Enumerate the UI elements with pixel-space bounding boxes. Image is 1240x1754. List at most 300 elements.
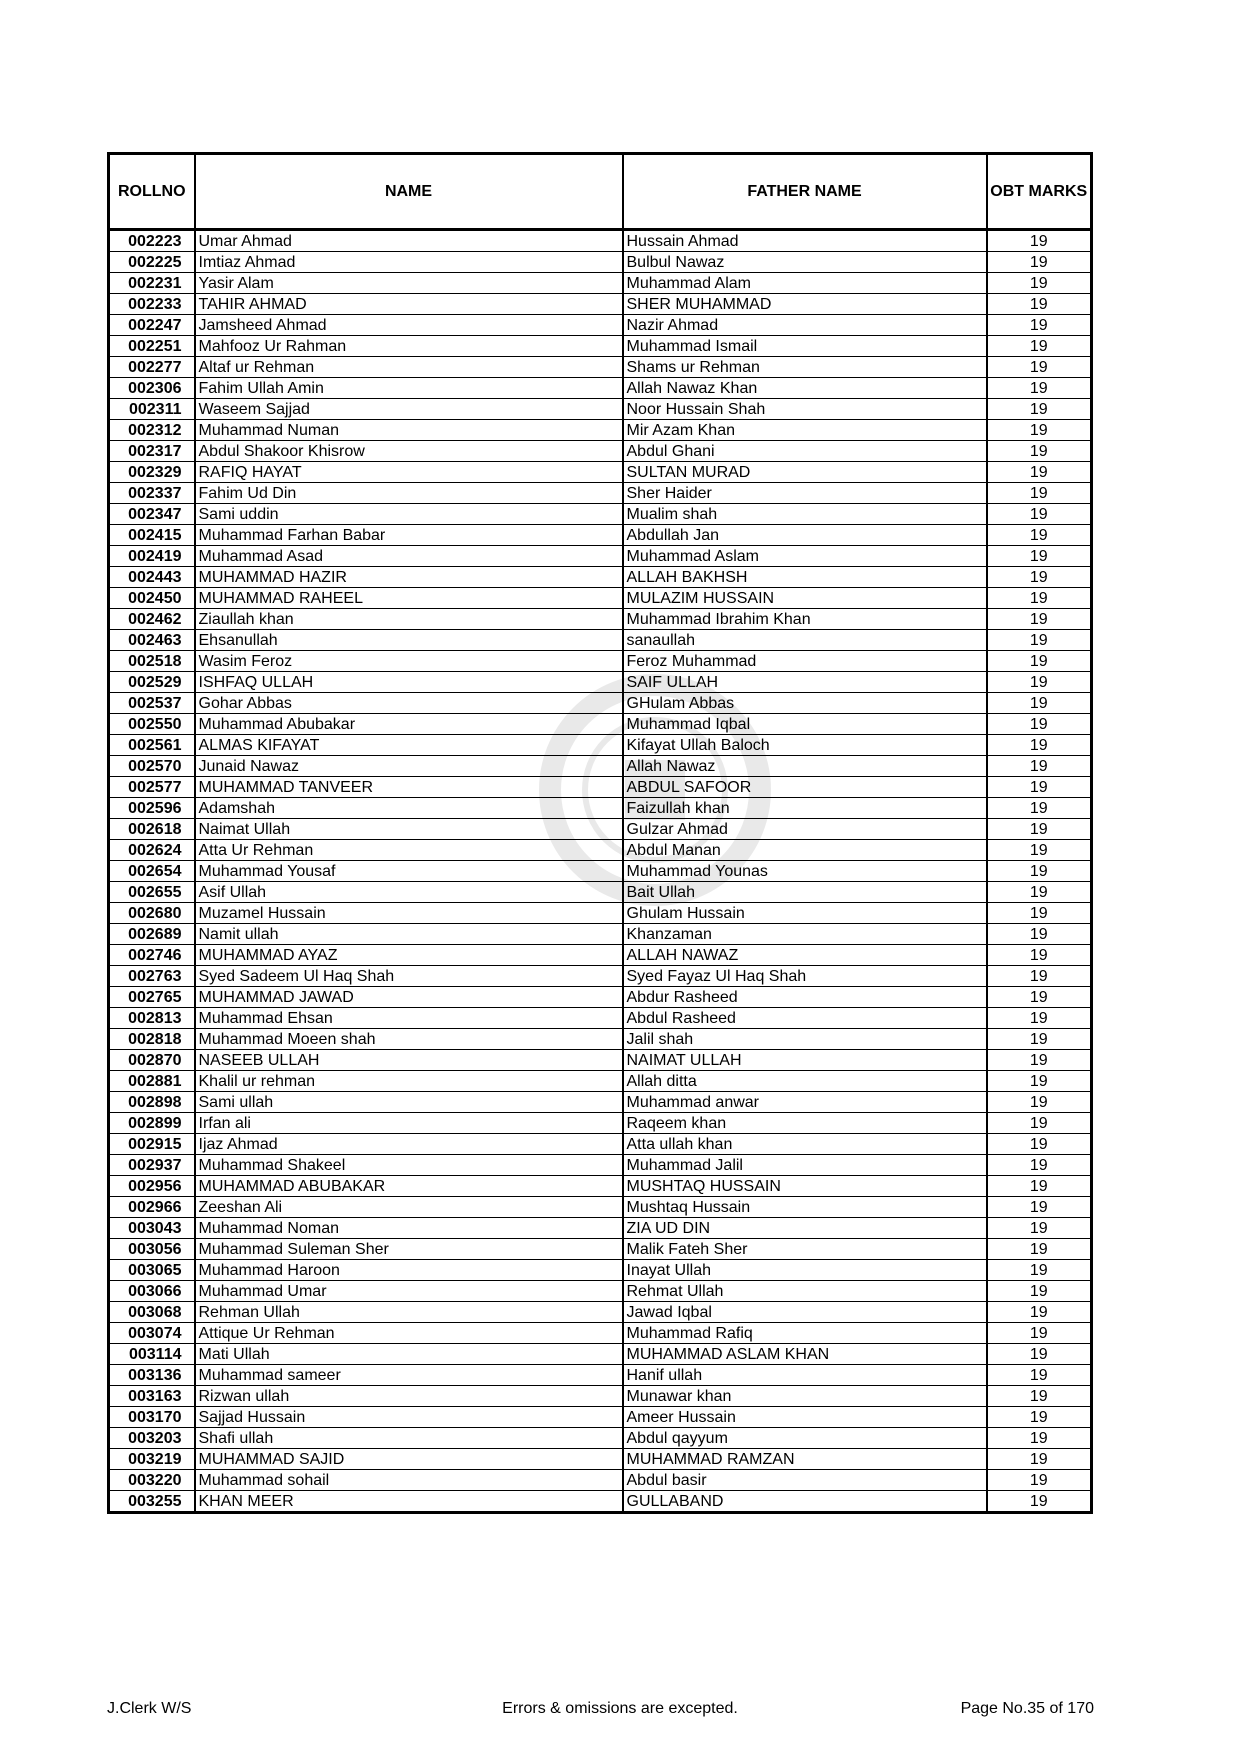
cell-rollno: 002561 xyxy=(109,735,195,756)
cell-obt-marks: 19 xyxy=(987,798,1092,819)
cell-rollno: 003163 xyxy=(109,1386,195,1407)
cell-father-name: Inayat Ullah xyxy=(623,1260,987,1281)
table-row xyxy=(109,840,1092,861)
cell-father-name: Abdul Manan xyxy=(623,840,987,861)
cell-name: Rizwan ullah xyxy=(195,1386,623,1407)
cell-obt-marks: 19 xyxy=(987,525,1092,546)
cell-rollno: 002518 xyxy=(109,651,195,672)
cell-obt-marks: 19 xyxy=(987,483,1092,504)
cell-name: MUHAMMAD AYAZ xyxy=(195,945,623,966)
cell-name: MUHAMMAD ABUBAKAR xyxy=(195,1176,623,1197)
cell-rollno: 003136 xyxy=(109,1365,195,1386)
table-row xyxy=(109,777,1092,798)
cell-obt-marks: 19 xyxy=(987,441,1092,462)
cell-father-name: Allah Nawaz xyxy=(623,756,987,777)
cell-name: Rehman Ullah xyxy=(195,1302,623,1323)
table-row xyxy=(109,798,1092,819)
cell-rollno: 002223 xyxy=(109,230,195,252)
cell-obt-marks: 19 xyxy=(987,1197,1092,1218)
cell-father-name: Jawad Iqbal xyxy=(623,1302,987,1323)
cell-name: Zeeshan Ali xyxy=(195,1197,623,1218)
cell-obt-marks: 19 xyxy=(987,777,1092,798)
cell-father-name: Bait Ullah xyxy=(623,882,987,903)
table-row xyxy=(109,966,1092,987)
cell-obt-marks: 19 xyxy=(987,651,1092,672)
cell-rollno: 002899 xyxy=(109,1113,195,1134)
cell-name: Muhammad Noman xyxy=(195,1218,623,1239)
table-row xyxy=(109,1071,1092,1092)
header-name: NAME xyxy=(195,154,623,230)
cell-name: Mahfooz Ur Rahman xyxy=(195,336,623,357)
cell-father-name: ZIA UD DIN xyxy=(623,1218,987,1239)
table-row xyxy=(109,294,1092,315)
table-row xyxy=(109,1407,1092,1428)
cell-rollno: 002577 xyxy=(109,777,195,798)
cell-obt-marks: 19 xyxy=(987,987,1092,1008)
cell-father-name: Ameer Hussain xyxy=(623,1407,987,1428)
table-row xyxy=(109,525,1092,546)
table-row xyxy=(109,1092,1092,1113)
cell-obt-marks: 19 xyxy=(987,315,1092,336)
cell-father-name: SHER MUHAMMAD xyxy=(623,294,987,315)
cell-rollno: 003219 xyxy=(109,1449,195,1470)
table-row xyxy=(109,630,1092,651)
table-row xyxy=(109,336,1092,357)
cell-obt-marks: 19 xyxy=(987,1008,1092,1029)
table-row xyxy=(109,882,1092,903)
cell-obt-marks: 19 xyxy=(987,1218,1092,1239)
cell-father-name: Bulbul Nawaz xyxy=(623,252,987,273)
cell-father-name: Muhammad Jalil xyxy=(623,1155,987,1176)
table-row xyxy=(109,1281,1092,1302)
cell-father-name: Muhammad Alam xyxy=(623,273,987,294)
cell-obt-marks: 19 xyxy=(987,1449,1092,1470)
cell-name: Namit ullah xyxy=(195,924,623,945)
cell-rollno: 002329 xyxy=(109,462,195,483)
cell-name: Jamsheed Ahmad xyxy=(195,315,623,336)
cell-rollno: 002306 xyxy=(109,378,195,399)
cell-obt-marks: 19 xyxy=(987,252,1092,273)
cell-father-name: Muhammad Ismail xyxy=(623,336,987,357)
cell-father-name: Hussain Ahmad xyxy=(623,230,987,252)
cell-obt-marks: 19 xyxy=(987,630,1092,651)
cell-name: Muhammad Ehsan xyxy=(195,1008,623,1029)
results-table-container xyxy=(107,152,1090,1514)
cell-name: Mati Ullah xyxy=(195,1344,623,1365)
cell-name: Altaf ur Rehman xyxy=(195,357,623,378)
cell-name: Muhammad sameer xyxy=(195,1365,623,1386)
table-row xyxy=(109,1113,1092,1134)
table-row xyxy=(109,1197,1092,1218)
cell-name: MUHAMMAD RAHEEL xyxy=(195,588,623,609)
cell-rollno: 002956 xyxy=(109,1176,195,1197)
cell-obt-marks: 19 xyxy=(987,924,1092,945)
cell-father-name: Sher Haider xyxy=(623,483,987,504)
cell-rollno: 002818 xyxy=(109,1029,195,1050)
cell-name: RAFIQ HAYAT xyxy=(195,462,623,483)
cell-father-name: Mushtaq Hussain xyxy=(623,1197,987,1218)
cell-rollno: 002312 xyxy=(109,420,195,441)
cell-name: Waseem Sajjad xyxy=(195,399,623,420)
cell-name: Asif Ullah xyxy=(195,882,623,903)
cell-rollno: 003255 xyxy=(109,1491,195,1513)
cell-father-name: Nazir Ahmad xyxy=(623,315,987,336)
cell-name: Gohar Abbas xyxy=(195,693,623,714)
cell-father-name: Muhammad Rafiq xyxy=(623,1323,987,1344)
cell-rollno: 002596 xyxy=(109,798,195,819)
cell-name: Muzamel Hussain xyxy=(195,903,623,924)
cell-obt-marks: 19 xyxy=(987,1428,1092,1449)
cell-obt-marks: 19 xyxy=(987,1302,1092,1323)
cell-name: Muhammad Moeen shah xyxy=(195,1029,623,1050)
cell-rollno: 002277 xyxy=(109,357,195,378)
cell-rollno: 002937 xyxy=(109,1155,195,1176)
cell-name: ALMAS KIFAYAT xyxy=(195,735,623,756)
cell-father-name: ALLAH NAWAZ xyxy=(623,945,987,966)
cell-rollno: 002765 xyxy=(109,987,195,1008)
table-row xyxy=(109,1365,1092,1386)
cell-rollno: 002680 xyxy=(109,903,195,924)
header-obt-marks: OBT MARKS xyxy=(987,154,1092,230)
table-row xyxy=(109,756,1092,777)
cell-obt-marks: 19 xyxy=(987,1071,1092,1092)
table-row xyxy=(109,399,1092,420)
cell-obt-marks: 19 xyxy=(987,882,1092,903)
table-row xyxy=(109,546,1092,567)
cell-obt-marks: 19 xyxy=(987,546,1092,567)
table-row xyxy=(109,714,1092,735)
cell-rollno: 003065 xyxy=(109,1260,195,1281)
cell-rollno: 002624 xyxy=(109,840,195,861)
cell-rollno: 003043 xyxy=(109,1218,195,1239)
cell-obt-marks: 19 xyxy=(987,840,1092,861)
cell-name: Syed Sadeem Ul Haq Shah xyxy=(195,966,623,987)
cell-name: Muhammad Suleman Sher xyxy=(195,1239,623,1260)
cell-obt-marks: 19 xyxy=(987,294,1092,315)
cell-obt-marks: 19 xyxy=(987,1386,1092,1407)
cell-rollno: 002529 xyxy=(109,672,195,693)
table-row xyxy=(109,441,1092,462)
table-row xyxy=(109,252,1092,273)
table-row xyxy=(109,462,1092,483)
cell-obt-marks: 19 xyxy=(987,756,1092,777)
cell-rollno: 002415 xyxy=(109,525,195,546)
cell-father-name: Shams ur Rehman xyxy=(623,357,987,378)
cell-father-name: Atta ullah khan xyxy=(623,1134,987,1155)
cell-father-name: Faizullah khan xyxy=(623,798,987,819)
table-row xyxy=(109,735,1092,756)
cell-father-name: sanaullah xyxy=(623,630,987,651)
cell-name: Adamshah xyxy=(195,798,623,819)
cell-name: Muhammad Haroon xyxy=(195,1260,623,1281)
cell-father-name: Ghulam Hussain xyxy=(623,903,987,924)
cell-obt-marks: 19 xyxy=(987,588,1092,609)
cell-obt-marks: 19 xyxy=(987,609,1092,630)
table-row xyxy=(109,924,1092,945)
cell-obt-marks: 19 xyxy=(987,672,1092,693)
cell-rollno: 003066 xyxy=(109,1281,195,1302)
footer-page-number: Page No.35 of 170 xyxy=(960,1700,1094,1717)
table-row xyxy=(109,1449,1092,1470)
cell-rollno: 002450 xyxy=(109,588,195,609)
cell-rollno: 002462 xyxy=(109,609,195,630)
cell-father-name: Muhammad Iqbal xyxy=(623,714,987,735)
cell-obt-marks: 19 xyxy=(987,1491,1092,1513)
cell-name: Muhammad Numan xyxy=(195,420,623,441)
cell-obt-marks: 19 xyxy=(987,861,1092,882)
cell-obt-marks: 19 xyxy=(987,1323,1092,1344)
cell-name: Imtiaz Ahmad xyxy=(195,252,623,273)
cell-rollno: 002247 xyxy=(109,315,195,336)
cell-obt-marks: 19 xyxy=(987,462,1092,483)
cell-name: Umar Ahmad xyxy=(195,230,623,252)
cell-obt-marks: 19 xyxy=(987,1365,1092,1386)
cell-obt-marks: 19 xyxy=(987,336,1092,357)
cell-father-name: Allah ditta xyxy=(623,1071,987,1092)
table-row xyxy=(109,672,1092,693)
table-row xyxy=(109,819,1092,840)
table-row xyxy=(109,1260,1092,1281)
footer-center: Errors & omissions are excepted. xyxy=(502,1700,738,1717)
cell-obt-marks: 19 xyxy=(987,378,1092,399)
cell-father-name: Malik Fateh Sher xyxy=(623,1239,987,1260)
cell-father-name: Noor Hussain Shah xyxy=(623,399,987,420)
cell-name: Muhammad Farhan Babar xyxy=(195,525,623,546)
cell-name: Ziaullah khan xyxy=(195,609,623,630)
cell-rollno: 002570 xyxy=(109,756,195,777)
cell-obt-marks: 19 xyxy=(987,1281,1092,1302)
cell-rollno: 002251 xyxy=(109,336,195,357)
cell-name: Sajjad Hussain xyxy=(195,1407,623,1428)
cell-father-name: Syed Fayaz Ul Haq Shah xyxy=(623,966,987,987)
cell-obt-marks: 19 xyxy=(987,693,1092,714)
table-row xyxy=(109,1218,1092,1239)
header-row xyxy=(109,154,1092,230)
cell-father-name: MUHAMMAD ASLAM KHAN xyxy=(623,1344,987,1365)
table-row xyxy=(109,230,1092,252)
cell-rollno: 003068 xyxy=(109,1302,195,1323)
cell-name: Muhammad Shakeel xyxy=(195,1155,623,1176)
cell-rollno: 002225 xyxy=(109,252,195,273)
table-row xyxy=(109,1491,1092,1513)
cell-obt-marks: 19 xyxy=(987,819,1092,840)
cell-rollno: 002419 xyxy=(109,546,195,567)
cell-obt-marks: 19 xyxy=(987,567,1092,588)
cell-name: Sami uddin xyxy=(195,504,623,525)
table-row xyxy=(109,273,1092,294)
cell-father-name: Rehmat Ullah xyxy=(623,1281,987,1302)
table-row xyxy=(109,1239,1092,1260)
cell-obt-marks: 19 xyxy=(987,1344,1092,1365)
table-row xyxy=(109,1323,1092,1344)
table-row xyxy=(109,1470,1092,1491)
cell-obt-marks: 19 xyxy=(987,357,1092,378)
table-row xyxy=(109,987,1092,1008)
cell-obt-marks: 19 xyxy=(987,1176,1092,1197)
cell-father-name: Abdul qayyum xyxy=(623,1428,987,1449)
cell-name: MUHAMMAD TANVEER xyxy=(195,777,623,798)
results-table xyxy=(107,152,1093,1514)
table-row xyxy=(109,693,1092,714)
table-row xyxy=(109,588,1092,609)
cell-name: Ijaz Ahmad xyxy=(195,1134,623,1155)
table-row xyxy=(109,1344,1092,1365)
cell-name: Fahim Ud Din xyxy=(195,483,623,504)
cell-obt-marks: 19 xyxy=(987,1260,1092,1281)
cell-rollno: 002689 xyxy=(109,924,195,945)
cell-obt-marks: 19 xyxy=(987,735,1092,756)
cell-name: Khalil ur rehman xyxy=(195,1071,623,1092)
cell-name: Naimat Ullah xyxy=(195,819,623,840)
cell-father-name: Abdul Rasheed xyxy=(623,1008,987,1029)
table-row xyxy=(109,1029,1092,1050)
cell-rollno: 002443 xyxy=(109,567,195,588)
table-row xyxy=(109,903,1092,924)
cell-father-name: MUSHTAQ HUSSAIN xyxy=(623,1176,987,1197)
cell-obt-marks: 19 xyxy=(987,714,1092,735)
table-row xyxy=(109,945,1092,966)
table-row xyxy=(109,1302,1092,1323)
cell-name: MUHAMMAD HAZIR xyxy=(195,567,623,588)
cell-name: Sami ullah xyxy=(195,1092,623,1113)
cell-name: MUHAMMAD SAJID xyxy=(195,1449,623,1470)
cell-obt-marks: 19 xyxy=(987,1050,1092,1071)
cell-father-name: Jalil shah xyxy=(623,1029,987,1050)
cell-obt-marks: 19 xyxy=(987,1113,1092,1134)
cell-obt-marks: 19 xyxy=(987,1239,1092,1260)
cell-father-name: MULAZIM HUSSAIN xyxy=(623,588,987,609)
cell-rollno: 002233 xyxy=(109,294,195,315)
cell-rollno: 002347 xyxy=(109,504,195,525)
table-row xyxy=(109,504,1092,525)
table-row xyxy=(109,1155,1092,1176)
table-row xyxy=(109,315,1092,336)
table-row xyxy=(109,378,1092,399)
cell-father-name: Muhammad Aslam xyxy=(623,546,987,567)
table-row xyxy=(109,609,1092,630)
cell-obt-marks: 19 xyxy=(987,945,1092,966)
cell-name: Ehsanullah xyxy=(195,630,623,651)
cell-rollno: 002870 xyxy=(109,1050,195,1071)
cell-rollno: 003056 xyxy=(109,1239,195,1260)
cell-name: Junaid Nawaz xyxy=(195,756,623,777)
cell-father-name: GHulam Abbas xyxy=(623,693,987,714)
cell-father-name: Abdul Ghani xyxy=(623,441,987,462)
cell-father-name: GULLABAND xyxy=(623,1491,987,1513)
table-row xyxy=(109,1428,1092,1449)
cell-name: Yasir Alam xyxy=(195,273,623,294)
cell-rollno: 003114 xyxy=(109,1344,195,1365)
cell-name: Abdul Shakoor Khisrow xyxy=(195,441,623,462)
footer-left: J.Clerk W/S xyxy=(107,1700,192,1717)
cell-rollno: 002231 xyxy=(109,273,195,294)
table-row xyxy=(109,420,1092,441)
cell-name: Attique Ur Rehman xyxy=(195,1323,623,1344)
table-row xyxy=(109,1050,1092,1071)
cell-rollno: 002881 xyxy=(109,1071,195,1092)
cell-father-name: Raqeem khan xyxy=(623,1113,987,1134)
table-row xyxy=(109,651,1092,672)
cell-obt-marks: 19 xyxy=(987,420,1092,441)
cell-father-name: Munawar khan xyxy=(623,1386,987,1407)
cell-obt-marks: 19 xyxy=(987,399,1092,420)
cell-name: Wasim Feroz xyxy=(195,651,623,672)
table-row xyxy=(109,483,1092,504)
cell-rollno: 002337 xyxy=(109,483,195,504)
cell-name: Muhammad Umar xyxy=(195,1281,623,1302)
cell-name: ISHFAQ ULLAH xyxy=(195,672,623,693)
cell-rollno: 002813 xyxy=(109,1008,195,1029)
cell-name: Fahim Ullah Amin xyxy=(195,378,623,399)
cell-rollno: 003203 xyxy=(109,1428,195,1449)
cell-obt-marks: 19 xyxy=(987,1470,1092,1491)
table-row xyxy=(109,567,1092,588)
cell-obt-marks: 19 xyxy=(987,273,1092,294)
cell-name: Muhammad sohail xyxy=(195,1470,623,1491)
cell-father-name: Hanif ullah xyxy=(623,1365,987,1386)
cell-name: NASEEB ULLAH xyxy=(195,1050,623,1071)
cell-obt-marks: 19 xyxy=(987,1134,1092,1155)
cell-father-name: Khanzaman xyxy=(623,924,987,945)
cell-name: Irfan ali xyxy=(195,1113,623,1134)
table-row xyxy=(109,861,1092,882)
header-father-name: FATHER NAME xyxy=(623,154,987,230)
cell-father-name: ALLAH BAKHSH xyxy=(623,567,987,588)
header-rollno: ROLLNO xyxy=(109,154,195,230)
cell-father-name: Feroz Muhammad xyxy=(623,651,987,672)
cell-obt-marks: 19 xyxy=(987,966,1092,987)
cell-rollno: 002550 xyxy=(109,714,195,735)
table-body xyxy=(109,230,1092,1513)
cell-rollno: 002463 xyxy=(109,630,195,651)
cell-rollno: 002618 xyxy=(109,819,195,840)
cell-obt-marks: 19 xyxy=(987,504,1092,525)
cell-name: TAHIR AHMAD xyxy=(195,294,623,315)
table-row xyxy=(109,1176,1092,1197)
cell-rollno: 002915 xyxy=(109,1134,195,1155)
cell-rollno: 002763 xyxy=(109,966,195,987)
cell-rollno: 002655 xyxy=(109,882,195,903)
cell-rollno: 002898 xyxy=(109,1092,195,1113)
cell-father-name: Gulzar Ahmad xyxy=(623,819,987,840)
cell-name: Muhammad Asad xyxy=(195,546,623,567)
cell-obt-marks: 19 xyxy=(987,1092,1092,1113)
cell-obt-marks: 19 xyxy=(987,230,1092,252)
table-row xyxy=(109,1134,1092,1155)
table-row xyxy=(109,1008,1092,1029)
cell-father-name: Abdullah Jan xyxy=(623,525,987,546)
cell-father-name: SAIF ULLAH xyxy=(623,672,987,693)
cell-father-name: Mir Azam Khan xyxy=(623,420,987,441)
cell-father-name: Kifayat Ullah Baloch xyxy=(623,735,987,756)
cell-rollno: 003074 xyxy=(109,1323,195,1344)
cell-obt-marks: 19 xyxy=(987,1407,1092,1428)
cell-father-name: Muhammad Younas xyxy=(623,861,987,882)
table-row xyxy=(109,1386,1092,1407)
cell-name: Shafi ullah xyxy=(195,1428,623,1449)
cell-father-name: SULTAN MURAD xyxy=(623,462,987,483)
cell-name: Muhammad Yousaf xyxy=(195,861,623,882)
cell-father-name: Allah Nawaz Khan xyxy=(623,378,987,399)
cell-name: Muhammad Abubakar xyxy=(195,714,623,735)
cell-obt-marks: 19 xyxy=(987,1155,1092,1176)
cell-father-name: Abdur Rasheed xyxy=(623,987,987,1008)
cell-father-name: NAIMAT ULLAH xyxy=(623,1050,987,1071)
cell-rollno: 002966 xyxy=(109,1197,195,1218)
cell-father-name: Mualim shah xyxy=(623,504,987,525)
cell-obt-marks: 19 xyxy=(987,1029,1092,1050)
cell-rollno: 003220 xyxy=(109,1470,195,1491)
